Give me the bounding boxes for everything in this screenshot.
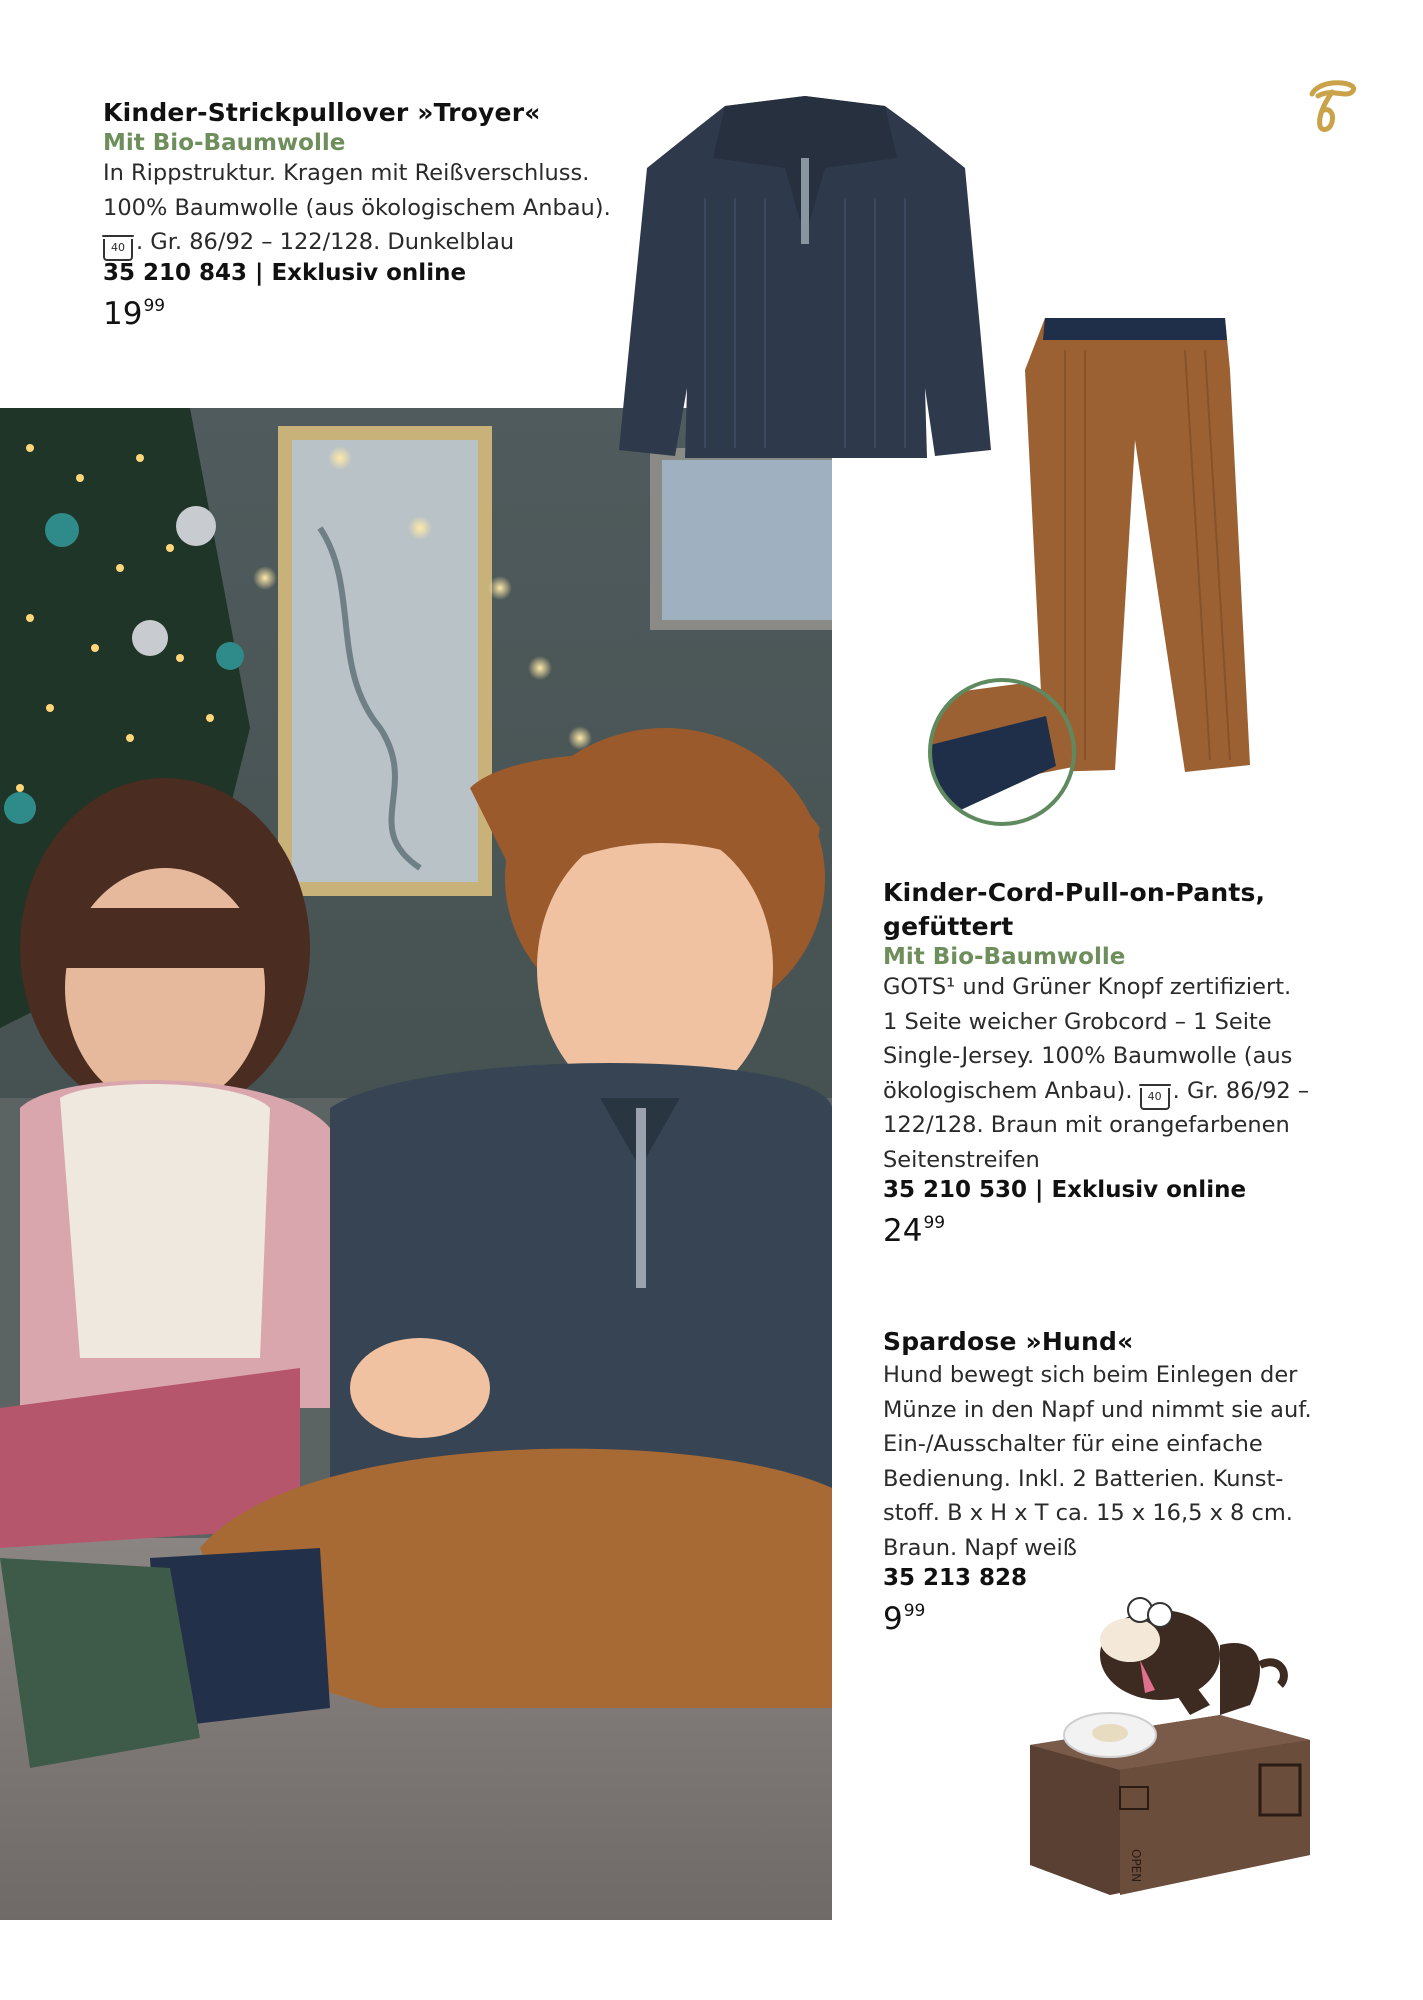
product-sweater-info (103, 98, 611, 332)
product-sku: 35 210 530 | Exklusiv online (883, 1177, 1247, 1203)
product-title-line: Kinder-Cord-Pull-on-Pants, (883, 878, 1266, 907)
description-line: 40 . Gr. 86/92 – 122/128. Dunkelblau (103, 225, 611, 260)
product-price: $9^{99}$ (883, 1601, 926, 1637)
product-description (883, 1358, 1312, 1565)
product-title-line: gefüttert (883, 912, 1014, 941)
wash-40-icon: 40 (1140, 1088, 1170, 1110)
product-pants-info (883, 878, 1309, 1249)
description-line: 1 Seite weicher Grobcord – 1 Seite (883, 1008, 1272, 1035)
wash-40-icon: 40 (103, 239, 133, 261)
product-description (883, 970, 1309, 1177)
fabric-detail-zoom (926, 676, 1078, 828)
product-sku: 35 210 843 | Exklusiv online (103, 259, 467, 286)
description-line: Single-Jersey. 100% Baumwolle (aus (883, 1043, 1293, 1069)
product-price: $24^{99}$ (883, 1213, 946, 1249)
box-print: OPEN (1129, 1849, 1143, 1883)
product-subtitle: Mit Bio-Baumwolle (883, 944, 1126, 970)
product-description (103, 156, 611, 260)
description-line: Seitenstreifen (883, 1146, 1040, 1173)
description-line: In Rippstruktur. Kragen mit Reißverschluss. (103, 160, 590, 186)
description-line: 122/128. Braun mit orangefarbenen (883, 1112, 1290, 1138)
description-line: Ein-/Ausschalter für eine einfache (883, 1431, 1263, 1457)
product-sku: 35 213 828 (883, 1565, 1028, 1591)
product-title: Kinder-Strickpullover »Troyer« (103, 98, 541, 127)
description-line: Münze in den Napf und nimmt sie auf. (883, 1396, 1312, 1423)
description-line: GOTS¹ und Grüner Knopf zertifiziert. (883, 974, 1292, 1000)
product-price: $19^{99}$ (103, 295, 166, 332)
description-line: Bedienung. Inkl. 2 Batterien. Kunst- (883, 1465, 1284, 1492)
dog-moneybox-image (1020, 1565, 1320, 1905)
description-line: 100% Baumwolle (aus ökologischem Anbau). (103, 194, 611, 221)
description-line: stoff. B x H x T ca. 15 x 16,5 x 8 cm. (883, 1500, 1293, 1526)
product-title: Spardose »Hund« (883, 1327, 1134, 1356)
product-subtitle: Mit Bio-Baumwolle (103, 130, 346, 156)
description-line: ökologischem Anbau). 40 . Gr. 86/92 – (883, 1074, 1309, 1109)
description-line: Braun. Napf weiß (883, 1534, 1077, 1561)
description-line: Hund bewegt sich beim Einlegen der (883, 1362, 1298, 1388)
tchibo-logo-icon (1298, 72, 1362, 136)
lifestyle-photo (0, 408, 832, 1920)
sweater-product-image (615, 88, 995, 468)
